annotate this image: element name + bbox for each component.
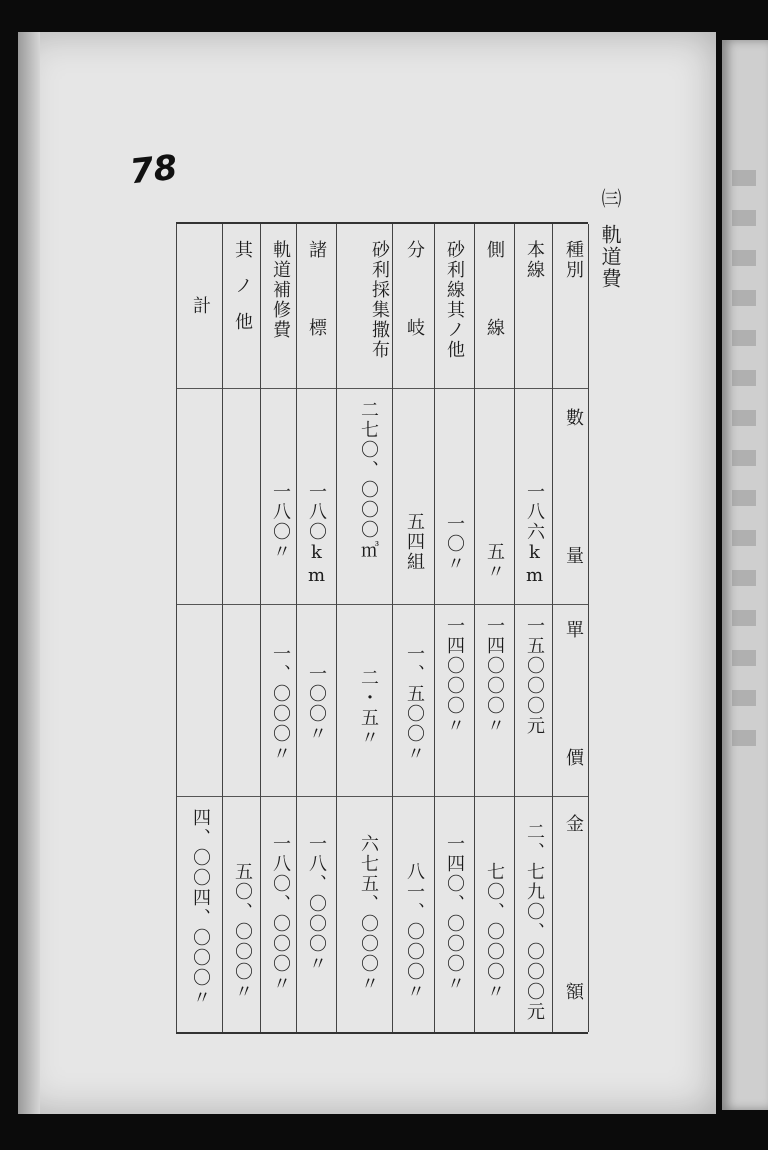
row-unit-price: 一、〇〇〇〃: [270, 644, 291, 764]
row-unit-price: 一五〇〇〇元: [524, 616, 545, 736]
row-amount: 一八〇、〇〇〇〃: [270, 834, 291, 994]
row-label: 軌道補修費: [270, 240, 291, 340]
row-quantity: 五〃: [484, 542, 505, 582]
header-category: 種別: [563, 240, 584, 280]
section-mark: ㈢: [598, 188, 622, 210]
quantity-divider: [176, 604, 588, 605]
row-label: 諸標: [306, 240, 327, 396]
row-label: 側線: [484, 240, 505, 396]
row-amount: 七〇、〇〇〇〃: [484, 862, 505, 1002]
row-amount-total: 四、〇〇四、〇〇〇〃: [190, 808, 211, 1008]
row-amount: 五〇、〇〇〇〃: [232, 862, 253, 1002]
section-title: [597, 188, 623, 290]
row-unit-price: 一〇〇〃: [306, 664, 327, 744]
row-amount: 二、七九〇、〇〇〇元: [524, 822, 545, 1022]
row-label: 分岐: [404, 240, 425, 396]
header-quantity: 數量: [563, 408, 584, 684]
page-number: 78: [128, 147, 180, 193]
header-divider: [176, 388, 588, 389]
row-unit-price: 一四〇〇〇〃: [484, 616, 505, 736]
row-label: 其ノ他: [232, 240, 253, 348]
row-amount: 一八、〇〇〇〃: [306, 834, 327, 974]
header-amount: 金額: [563, 814, 584, 1150]
row-unit-price: 一四〇〇〇〃: [444, 616, 465, 736]
section-title-text: 軌道費: [598, 224, 622, 290]
row-quantity: 五四組: [404, 512, 425, 572]
row-amount: 八一、〇〇〇〃: [404, 862, 425, 1002]
row-amount: 六七五、〇〇〇〃: [358, 834, 379, 994]
row-unit-price: 二・五〃: [358, 668, 379, 748]
row-quantity: 一八〇〃: [270, 482, 291, 562]
row-amount: 一四〇、〇〇〇〃: [444, 834, 465, 994]
row-label: 本線: [524, 240, 545, 280]
adjacent-page-edge: [722, 40, 768, 1110]
row-quantity: 一八六km: [524, 482, 545, 588]
row-label: 砂利線其ノ他: [444, 240, 465, 360]
row-quantity: 二七〇、〇〇〇㎥: [358, 400, 379, 560]
header-unit-price: 單價: [563, 620, 584, 876]
expense-table: [176, 222, 588, 1150]
row-label-total: 計: [190, 296, 211, 316]
row-label: 砂利採集撒布: [369, 240, 390, 360]
price-divider: [176, 796, 588, 797]
row-quantity: 一〇〃: [444, 514, 465, 574]
row-quantity: 一八〇km: [306, 482, 327, 588]
row-unit-price: 一、五〇〇〃: [404, 644, 425, 764]
